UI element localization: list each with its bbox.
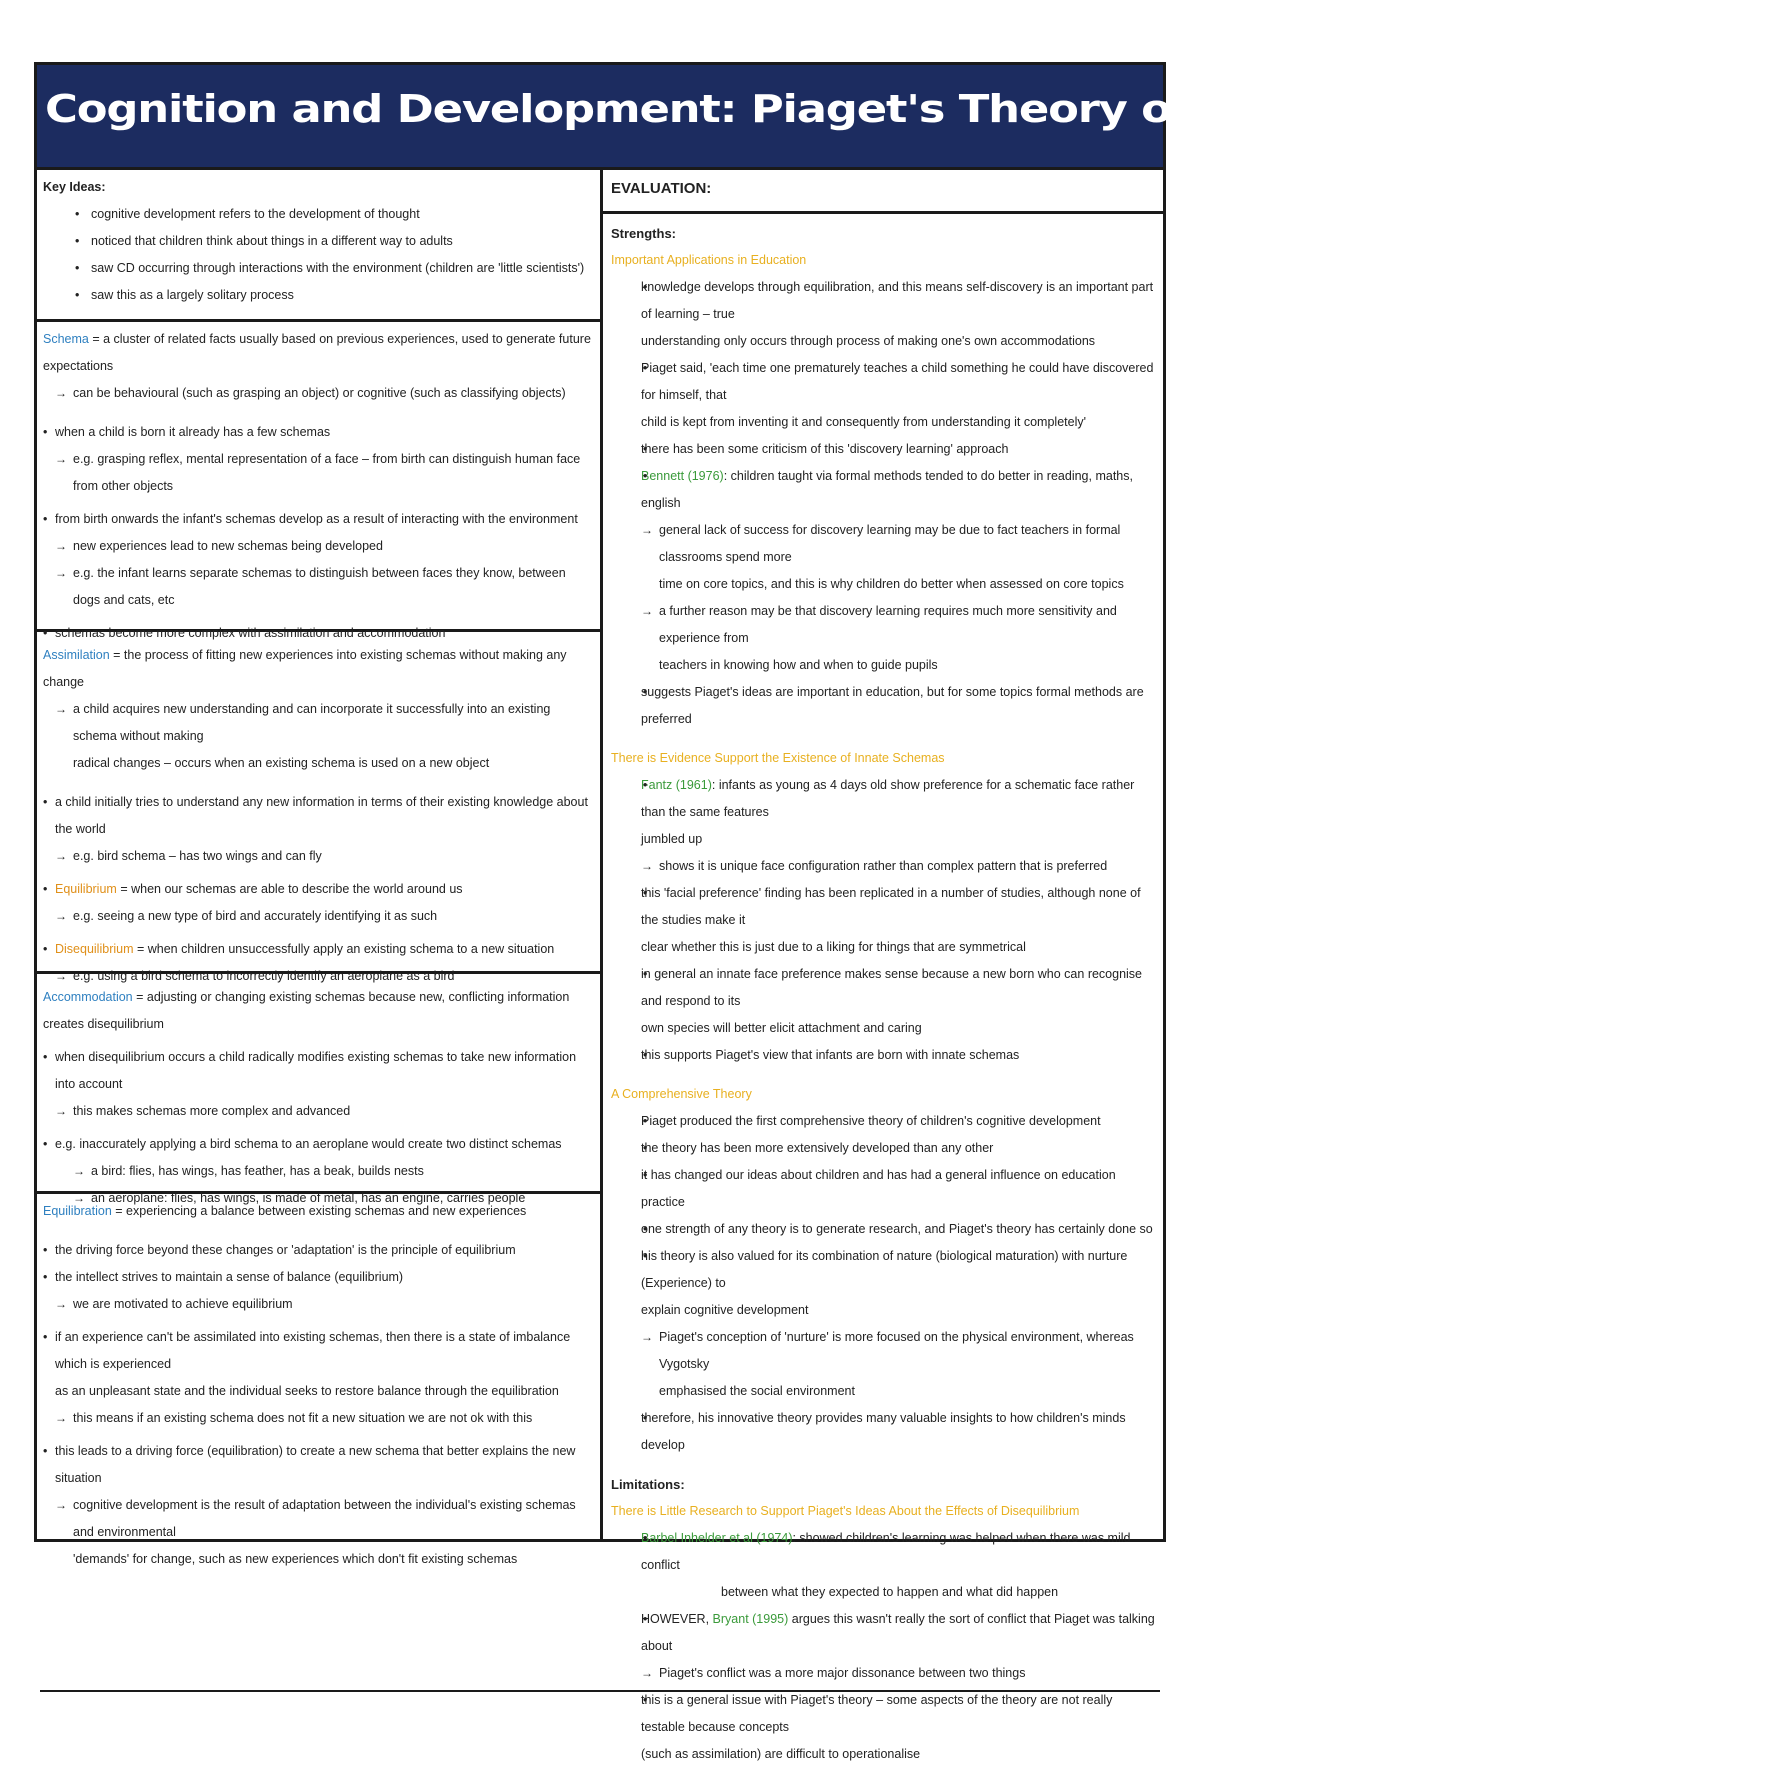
list-item: • saw CD occurring through interactions with the environment (children are 'little scientists'): [43, 255, 592, 282]
list-item: • when disequilibrium occurs a child radically modifies existing schemas to take new information into account: [43, 1044, 592, 1098]
section-heading: There is Little Research to Support Piaget's Ideas About the Effects of Disequilibrium: [611, 1504, 1080, 1518]
evaluation-heading: EVALUATION:: [603, 170, 1163, 214]
list-item: between what they expected to happen and what did happen: [721, 1585, 1059, 1599]
bryant-item: • HOWEVER, Bryant (1995) argues this wasn't really the sort of conflict that Piaget was talking about: [611, 1606, 1155, 1660]
list-item: → we are motivated to achieve equilibrium: [43, 1291, 592, 1318]
accommodation-box: [37, 974, 600, 1205]
list-item: → e.g. seeing a new type of bird and accurately identifying it as such: [43, 903, 592, 930]
left-column: [37, 170, 603, 1566]
assimilation-definition: Assimilation = the process of fitting new experiences into existing schemas without making any change: [43, 648, 567, 689]
list-item: → e.g. using a bird schema to incorrectly identify an aeroplane as a bird: [43, 963, 592, 990]
list-item: • it has changed our ideas about children and has had a general influence on education practice: [611, 1162, 1155, 1216]
list-item: • noticed that children think about things in a different way to adults: [43, 228, 592, 255]
list-item: • the theory has been more extensively developed than any other: [611, 1135, 1155, 1162]
section-heading: There is Evidence Support the Existence of Innate Schemas: [611, 751, 945, 765]
list-item: → an aeroplane: flies, has wings, is made of metal, has an engine, carries people: [43, 1185, 592, 1212]
list-item: → can be behavioural (such as grasping an object) or cognitive (such as classifying objects): [43, 380, 592, 407]
list-item: • a child initially tries to understand any new information in terms of their existing knowledge about the world: [43, 789, 592, 843]
footer-divider: [40, 1690, 1160, 1692]
citation: Barbel Inhelder et al (1974): [641, 1531, 793, 1545]
list-item: • cognitive development refers to the development of thought: [43, 201, 592, 228]
section-heading: Important Applications in Education: [611, 253, 807, 267]
list-item: teachers in knowing how and when to guide pupils: [659, 658, 938, 672]
list-item: • the driving force beyond these changes or 'adaptation' is the principle of equilibrium: [43, 1237, 592, 1264]
assimilation-box: [37, 632, 600, 983]
list-item: → e.g. the infant learns separate schemas to distinguish between faces they know, between dogs and cats, etc: [43, 560, 592, 614]
list-item: • this is a general issue with Piaget's theory – some aspects of the theory are not really testable because concepts: [611, 1687, 1155, 1741]
list-item: • this supports Piaget's view that infants are born with innate schemas: [611, 1042, 1155, 1069]
list-item: → a child acquires new understanding and can incorporate it successfully into an existing schema without making: [43, 696, 592, 750]
equilibration-box: [37, 1194, 600, 1566]
list-item: jumbled up: [641, 832, 703, 846]
assimilation-term: Assimilation: [43, 648, 110, 662]
list-item: • one strength of any theory is to generate research, and Piaget's theory has certainly done so: [611, 1216, 1155, 1243]
list-item: radical changes – occurs when an existing schema is used on a new object: [73, 756, 490, 770]
list-item: explain cognitive development: [641, 1303, 809, 1317]
title-banner: [37, 65, 1770, 170]
equilibrium-item: • Equilibrium = when our schemas are able to describe the world around us: [43, 876, 592, 903]
limitations-label: Limitations:: [611, 1477, 685, 1492]
list-item: → shows it is unique face configuration rather than complex pattern that is preferred: [611, 853, 1155, 880]
list-item: • Piaget said, 'each time one prematurely teaches a child something he could have discovered for himself, that: [611, 355, 1155, 409]
list-item: → a further reason may be that discovery learning requires much more sensitivity and experience from: [611, 598, 1155, 652]
right-column: [603, 170, 1163, 1761]
list-item: (such as assimilation) are difficult to operationalise: [641, 1747, 921, 1761]
equilibration-term: Equilibration: [43, 1204, 112, 1218]
page-title: Cognition and Development: Piaget's Theory of Cognitive Development: [45, 87, 1770, 131]
list-item: → cognitive development is the result of adaptation between the individual's existing schemas and environmental: [43, 1492, 592, 1546]
list-item: → a bird: flies, has wings, has feather, has a beak, builds nests: [43, 1158, 592, 1185]
list-item: • there has been some criticism of this 'discovery learning' approach: [611, 436, 1155, 463]
list-item: • Piaget produced the first comprehensive theory of children's cognitive development: [611, 1108, 1155, 1135]
list-item: • in general an innate face preference makes sense because a new born who can recognise and respond to its: [611, 961, 1155, 1015]
section-heading: A Comprehensive Theory: [611, 1087, 752, 1101]
list-item: • this 'facial preference' finding has been replicated in a number of studies, although none of the studies make it: [611, 880, 1155, 934]
list-item: • from birth onwards the infant's schemas develop as a result of interacting with the environment: [43, 506, 592, 533]
list-item: → e.g. grasping reflex, mental representation of a face – from birth can distinguish human face from other objects: [43, 446, 592, 500]
equilibration-definition: Equilibration = experiencing a balance between existing schemas and new experiences: [43, 1204, 527, 1218]
revision-sheet: [34, 62, 1770, 1761]
disequilibrium-item: • Disequilibrium = when children unsuccessfully apply an existing schema to a new situation: [43, 936, 592, 963]
citation: Fantz (1961): [641, 778, 712, 792]
inhelder-item: • Barbel Inhelder et al (1974): showed children's learning was helped when there was mild conflict: [611, 1525, 1155, 1579]
list-item: • therefore, his innovative theory provides many valuable insights to how children's minds develop: [611, 1405, 1155, 1459]
list-item: 'demands' for change, such as new experiences which don't fit existing schemas: [73, 1552, 518, 1566]
list-item: • knowledge develops through equilibration, and this means self-discovery is an important part of learning – true: [611, 274, 1155, 328]
list-item: child is kept from inventing it and consequently from understanding it completely': [641, 415, 1086, 429]
list-item: • the intellect strives to maintain a sense of balance (equilibrium): [43, 1264, 592, 1291]
accommodation-term: Accommodation: [43, 990, 133, 1004]
list-item: time on core topics, and this is why children do better when assessed on core topics: [659, 577, 1124, 591]
list-item: → general lack of success for discovery learning may be due to fact teachers in formal classrooms spend more: [611, 517, 1155, 571]
list-item: • saw this as a largely solitary process: [43, 282, 592, 309]
disequilibrium-term: Disequilibrium: [55, 942, 134, 956]
list-item: • suggests Piaget's ideas are important in education, but for some topics formal methods are preferred: [611, 679, 1155, 733]
list-item: own species will better elicit attachment and caring: [641, 1021, 922, 1035]
evaluation-body: [603, 214, 1163, 1768]
list-item: understanding only occurs through process of making one's own accommodations: [641, 334, 1096, 348]
list-item: • if an experience can't be assimilated into existing schemas, then there is a state of imbalance which is experienced: [43, 1324, 592, 1378]
schema-box: [37, 322, 600, 640]
key-ideas-heading: Key Ideas:: [43, 180, 106, 194]
list-item: → this means if an existing schema does not fit a new situation we are not ok with this: [43, 1405, 592, 1432]
list-item: → this makes schemas more complex and advanced: [43, 1098, 592, 1125]
schema-definition: Schema = a cluster of related facts usually based on previous experiences, used to generate future expectations: [43, 332, 591, 373]
list-item: → e.g. bird schema – has two wings and can fly: [43, 843, 592, 870]
list-item: emphasised the social environment: [659, 1384, 855, 1398]
list-item: as an unpleasant state and the individual seeks to restore balance through the equilibration: [55, 1384, 559, 1398]
list-item: clear whether this is just due to a liking for things that are symmetrical: [641, 940, 1026, 954]
list-item: → new experiences lead to new schemas being developed: [43, 533, 592, 560]
citation: Bennett (1976): [641, 469, 724, 483]
schema-term: Schema: [43, 332, 89, 346]
list-item: → Piaget's conflict was a more major dissonance between two things: [611, 1660, 1155, 1687]
list-item: • his theory is also valued for its combination of nature (biological maturation) with nurture (Experience) to: [611, 1243, 1155, 1297]
accommodation-definition: Accommodation = adjusting or changing existing schemas because new, conflicting information creates disequilibrium: [43, 990, 570, 1031]
list-item: • e.g. inaccurately applying a bird schema to an aeroplane would create two distinct schemas: [43, 1131, 592, 1158]
list-item: → Piaget's conception of 'nurture' is more focused on the physical environment, whereas Vygotsky: [611, 1324, 1155, 1378]
list-item: • this leads to a driving force (equilibration) to create a new schema that better explains the new situation: [43, 1438, 592, 1492]
key-ideas-box: [37, 170, 600, 322]
bennett-item: • Bennett (1976): children taught via formal methods tended to do better in reading, maths, english: [611, 463, 1155, 517]
citation: Bryant (1995): [712, 1612, 789, 1626]
strengths-label: Strengths:: [611, 226, 676, 241]
equilibrium-term: Equilibrium: [55, 882, 117, 896]
list-item: • schemas become more complex with assimilation and accommodation: [43, 620, 592, 647]
fantz-item: • Fantz (1961): infants as young as 4 days old show preference for a schematic face rather than the same features: [611, 772, 1155, 826]
list-item: • when a child is born it already has a few schemas: [43, 419, 592, 446]
